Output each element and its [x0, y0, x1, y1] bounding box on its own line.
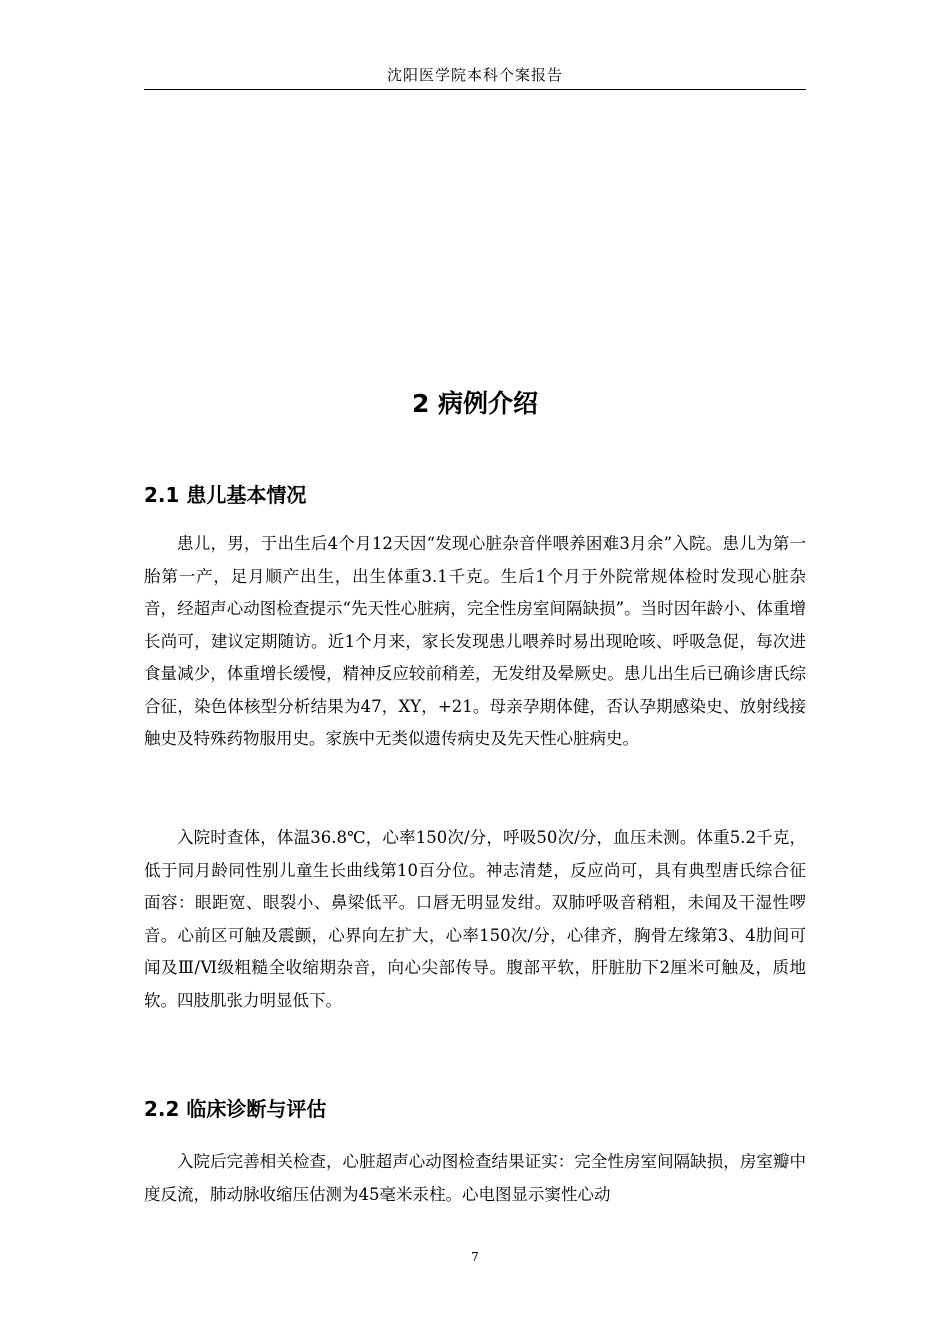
- chapter-title: 2 病例介绍: [411, 389, 539, 418]
- paragraph-patient-history: 患儿，男，于出生后4个月12天因“发现心脏杂音伴喂养困难3月余”入院。患儿为第一胎第一产，足月顺产出生，出生体重3.1千克。生后1个月于外院常规体检时发现心脏杂音，经超声心动图检查提示“先天性心脏病，完全性房室间隔缺损”。当时因年龄小、体重增长尚可，建议定期随访。近1个月来，家长发现患儿喂养时易出现呛咳、呼吸急促，每次进食量减少，体重增长缓慢，精神反应较前稍差，无发绀及晕厥史。患儿出生后已确诊唐氏综合征，染色体核型分析结果为47，XY，+21。母亲孕期体健，否认孕期感染史、放射线接触史及特殊药物服用史。家族中无类似遗传病史及先天性心脏病史。: [144, 534, 806, 748]
- running-header: 沈阳医学院本科个案报告: [386, 66, 563, 84]
- paragraph-physical-exam: 入院时查体，体温36.8℃，心率150次/分，呼吸50次/分，血压未测。体重5.2千克，低于同月龄同性别儿童生长曲线第10百分位。神志清楚，反应尚可，具有典型唐氏综合征面容：眼距宽、眼裂小、鼻梁低平。口唇无明显发绀。双肺呼吸音稍粗，未闻及干湿性啰音。心前区可触及震颤，心界向左扩大，心率150次/分，心律齐，胸骨左缘第3、4肋间可闻及Ⅲ/Ⅵ级粗糙全收缩期杂音，向心尖部传导。腹部平软，肝脏肋下2厘米可触及，质地软。四肢肌张力明显低下。: [144, 828, 806, 1010]
- section-heading-2-1: 2.1 患儿基本情况: [144, 483, 307, 507]
- paragraph-diagnosis: 入院后完善相关检查，心脏超声心动图检查结果证实：完全性房室间隔缺损，房室瓣中度反流，肺动脉收缩压估测为45毫米汞柱。心电图显示窦性心动: [144, 1152, 806, 1204]
- header-divider: [144, 89, 806, 90]
- section-heading-2-2: 2.2 临床诊断与评估: [144, 1097, 327, 1121]
- page-number: 7: [471, 1250, 479, 1264]
